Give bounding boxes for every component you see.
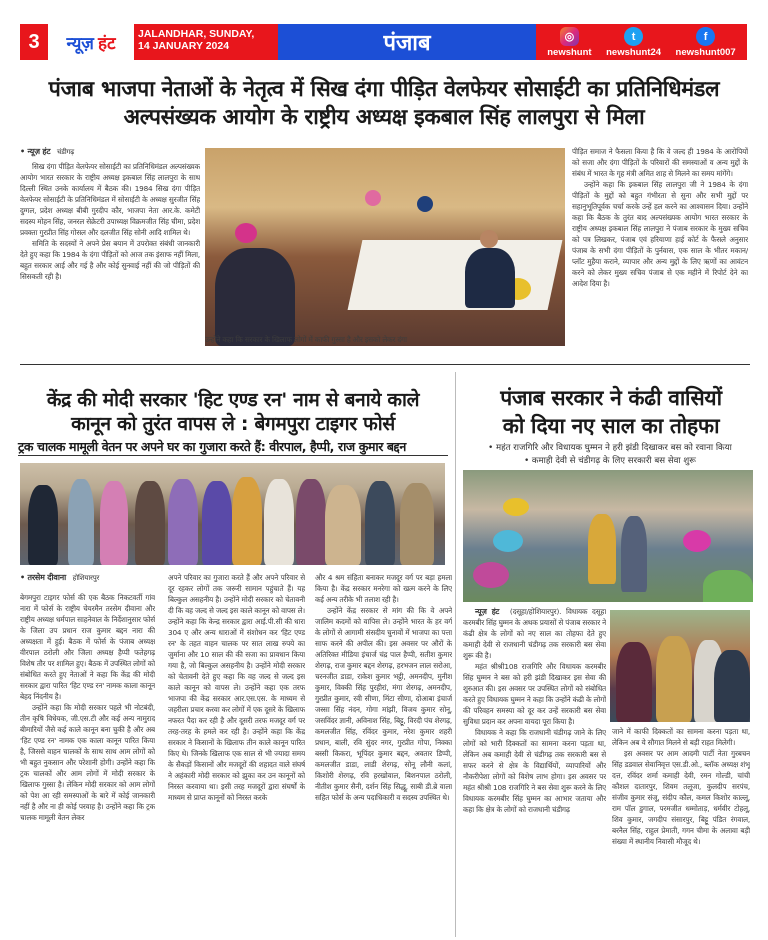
person <box>28 485 58 565</box>
person <box>365 481 395 565</box>
story3-lead <box>463 606 606 661</box>
person <box>703 570 753 602</box>
social-handles <box>536 24 747 60</box>
person <box>365 190 381 206</box>
story2-paragraph: उन्होंने कहा कि मोदी सरकार पहले भी नोटबंदी, तीन कृषि विधेयक, जी.एस.टी और कई अन्य नामुराद बीमारियों जैसे कई काले कानून बना चुकी है और अब 'हिट एण्ड रन' नामक एक काला कानून पारित किया है, जिससे वाहन चालकों के साथ साथ आम लोगों को भी बहुत नुकसान और परेशानी होगी। उन्होंने कहा कि ट्रक चालकों और आम लोगों में मोदी सरकार के खिलाफ गुस्सा है। लेकिन मोदी सरकार को आम लोगों को पेश आ रही समस्याओं के बारे में कोई जानकारी नहीं है और ना ही कोई परवाह है। उन्होंने कहा कि ट्रक चालक मामूली वेतन लेकर <box>20 703 155 822</box>
social-twitter[interactable] <box>606 27 661 58</box>
story3-place: (दसूहा/होशियारपुर). <box>509 607 562 616</box>
logo-part2: हंट <box>97 33 116 54</box>
story3-paragraph: जाने में काफी दिक्कतों का सामना करना पड़ता था, लेकिन अब ये सौगात मिलने से बड़ी राहत मिलेगी। <box>612 727 750 747</box>
story1-paragraph: पीड़ित समाज ने फैसला किया है कि वे जल्द ही 1984 के आरोपियों को सजा और दंगा पीड़ितों के परिवारों की समस्याओं व अन्य मुद्दों के संबंध में भारत के गृह मंत्री अमित शाह से मिलने का समय मांगेंगे। <box>572 147 748 178</box>
facebook-icon: f <box>696 27 715 46</box>
story2-paragraph: और 4 श्रम संहिता बनाकर मजदूर वर्ग पर बड़ा हमला किया है। केंद्र सरकार मनरेगा को खत्म करने के लिए कई अन्य तरीके भी तलाश रही है। <box>315 573 452 604</box>
story3-crowd-photo <box>463 470 753 602</box>
twitter-handle: newshunt24 <box>606 47 662 58</box>
story2-paragraph: बेगमपुरा टाइगर फोर्स की एक बैठक निकटवर्ती गांव नारा में फोर्स के राष्ट्रीय चेयरमैन तरसेम दीवाना और राष्ट्रीय अध्यक्ष धर्मपाल साहनेवाल के निर्देशानुसार फोर्स के जिला उप प्रधान राज कुमार बद्दन नारा की अध्यक्षता में हुई। बैठक में फोर्स के पंजाब अध्यक्ष वीरपाल ठरोली और जिला अध्यक्ष हैप्पी फतेहगढ़ विशेष तौर पर शामिल हुए। बैठक में उपस्थित लोगों को संबोधित करते हुए नेताओं ने कहा कि केंद्र की मोदी सरकार द्वारा पारित 'हिट एण्ड रन' नामक काला कानून बेहद निंदनीय है। <box>20 593 155 701</box>
person <box>264 479 294 565</box>
person <box>588 514 616 584</box>
section-title: पंजाब <box>278 24 536 60</box>
story3-handshake-photo <box>610 610 750 722</box>
story3-headline-line1: पंजाब सरकार ने कंढी वासियों <box>500 386 722 410</box>
story2-group-photo <box>20 463 445 565</box>
story2-paragraph: उन्होंने केंद्र सरकार से मांग की कि वे अपने जालिम कदमों को वापिस ले। उन्होंने भारत के हर वर्ग के लोगों से आगामी संसदीय चुनावों में भाजपा का पत्ता साफ करने की अपील की। इस अवसर पर औरों के अतिरिक्त मीडिया इंचार्ज चंद्र पाल हैप्पी, सतीश कुमार शेरगढ़, राज कुमार बद्दन शेरगढ़, हरभजन लाल सरोआ, चरनजीत डाडा, राकेश कुमार भट्ठी, अमनदीप, मुनीश कुमार, विक्की सिंह पुरहीरां, मंगा शेरगढ़, अमनदीप, गुरप्रीत कुमार, रवी सीणा, मिंटा सीणा, दोआबा इंचार्ज जस्सा सिंह नंदन, गोगा मांझी, विजय कुमार सोनू, जसविंदर ज्ञानी, अविनाश सिंह, बिट्टू, विरदी पंच शेरगढ़, कमलजीत सिंह, रविंदर कुमार, नरेश कुमार शहरी प्रधान, बाली, रवि सुंदर नगर, गुरप्रीत गोपा, निक्का बस्सी किकरा, भूपिंदर कुमार बद्दन, अवतार डिप्पी, कमलजीत डाडा, लाडी शेरगढ़, सोनू लौनी कलां, किशोरी शेरगढ़, रवि हरखोवाल, बिशनपाल ठरोली, नीतीश कुमार सैनी, दर्शन सिंह सिद्धू, साबी डी.ब्रे वाला सहित फोर्स के अन्य पदाधिकारी व सदस्य उपस्थित थे। <box>315 606 452 802</box>
story3-paragraph: महंत श्रीश्री108 राजगिरि और विधायक करमबीर सिंह घुम्मन ने बस को हरी झंडी दिखाकर इस सेवा की शुरुआत की। इस अवसर पर उपस्थित लोगों को संबोधित करते हुए विधायक घुम्मन ने कहा कि उन्होंने कंढी के लोगों की परिवहन समस्या को दूर कर उन्हें सरकारी बस सेवा सुविधा प्रदान कर अपना वायदा पूरा किया है। <box>463 662 606 726</box>
story2-place: होशियारपुर <box>72 574 100 582</box>
story2-column-3 <box>315 572 452 932</box>
person <box>465 248 515 308</box>
person <box>714 650 750 722</box>
story2-byline: • तरसेम दीवाना होशियारपुर <box>20 573 100 582</box>
person <box>493 530 523 552</box>
table-surface <box>348 240 563 310</box>
story2-column-2 <box>168 572 305 932</box>
story3-column-2 <box>612 726 750 936</box>
person <box>400 483 434 565</box>
person <box>296 479 326 565</box>
story2-subheadline: ट्रक चालक मामूली वेतन पर अपने घर का गुजारा करते हैं: वीरपाल, हैप्पी, राज कुमार बद्दन <box>18 438 448 456</box>
page-number: 3 <box>20 24 48 60</box>
story3-column-1 <box>463 606 606 936</box>
person <box>656 636 692 722</box>
story3-byline: न्यूज़ हंट <box>475 607 500 616</box>
story2-headline <box>18 388 448 436</box>
person <box>616 642 652 722</box>
section-divider <box>20 364 750 365</box>
person <box>68 479 94 565</box>
social-instagram[interactable] <box>547 27 591 58</box>
social-facebook[interactable] <box>676 27 736 58</box>
dateline-city-day: JALANDHAR, SUNDAY, <box>138 28 255 40</box>
story2-paragraph: अपने परिवार का गुजारा करते हैं और अपने परिवार से दूर रहकर लोगों तक जरूरी सामान पहुंचाते हैं। यह बिल्कुल असहनीय है। उन्होंने मोदी सरकार को चेतावनी दी कि वह जल्द से जल्द इस काले कानून को वापस ले। उन्होंने कहा कि केन्द्र सरकार द्वारा आई.पी.सी की धारा 304 ए और अन्य धाराओं में संशोधन कर 'हिट एण्ड रन' के तहत वाहन चालक पर सात लाख रुपये का जुर्माना और 10 साल की की सजा का प्रावधान किया गया है, जो बिल्कुल असहनीय है। उन्होंने मोदी सरकार को चेतावनी देते हुए कहा कि वह जल्द से जल्द इस काले कानून को वापस ले। उन्होंने कहा एक तरफ भाजपा की केंद्र सरकार आर.एस.एस. के माध्यम से जहरीला प्रचार करवा कर लोगों में एक दूसरे के खिलाफ नफरत पैदा कर रही है और दूसरी तरफ मजदूर वर्ग पर तरह-तरह के हमले कर रही है। उन्होंने कहा कि केंद्र सरकार ने किसानों के खिलाफ तीन काले कानून पारित किए थे। जिनके खिलाफ एक साल से भी ज्यादा समय के सैकड़ों किसानों और मजदूरों की शहादत वाले संघर्ष ने अहंकारी मोदी सरकार को झुका कर उन कानूनों को निरस्त करवाया था। इसी तरह मजदूरों द्वारा संघर्षों के माध्यम से प्राप्त कानूनों को निरस्त करके <box>168 573 305 802</box>
person <box>473 562 509 588</box>
dateline-date: 14 JANUARY 2024 <box>138 40 230 52</box>
story3-bullet: • कमाही देवी से चंडीगढ़ के लिए सरकारी बस सेवा शुरू <box>524 456 696 466</box>
person <box>100 481 128 565</box>
instagram-icon: ◎ <box>560 27 579 46</box>
person <box>232 477 262 565</box>
person <box>683 530 711 552</box>
person <box>503 498 529 516</box>
story2-headline-line2: कानून को तुरंत वापस ले : बेगमपुरा टाइगर फोर्स <box>71 413 395 435</box>
story1-place: चंडीगढ़ <box>56 148 74 156</box>
story3-headline <box>466 384 756 440</box>
story1-paragraph: सिख दंगा पीड़ित वेलफेयर सोसाईटी का प्रतिनिधिमंडल अल्पसंख्यक आयोग भारत सरकार के राष्ट्रीय अध्यक्ष इकबाल सिंह लालपुरा के साथ दिल्ली स्थित उनके कार्यालय में बैठक की। 1984 सिख दंगा पीड़ित वेलफेयर सोसाईटी के प्रतिनिधिमंडल में सोसाईटी के अध्यक्ष सुरजीत सिंह दुग्गल, प्रदेश अध्यक्ष बीबी गुरदीप कौर, भाजपा नेता आर.के. कमेटी सदस्य मोहन सिंह, जनरल सेक्रेटरी उपाध्यक्ष विक्रमजीत सिंह चीमा, प्रदेश प्रवक्ता गुरप्रीत सिंह गोसल और दलजीत सिंह सोनी आदि शामिल थे। <box>20 162 200 237</box>
story1-paragraph: समिति के सदस्यों ने अपने प्रेस बयान में उपरोक्त संबंधी जानकारी देते हुए कहा कि 1984 के दंगा पीड़ितों को आज तक इंसाफ नहीं मिला, बहुत सरकार आई और गई है और कोई सुनवाई नहीं की जो पीड़ितों की सिसकती रही है। <box>20 239 200 281</box>
person <box>215 248 295 346</box>
story1-meeting-photo <box>205 148 565 346</box>
person <box>417 196 433 212</box>
story3-paragraph: विधायक ने कहा कि राजधानी चंडीगढ़ जाने के लिए लोगों को भारी दिक्कतों का सामना करना पड़ता था, लेकिन अब कमाही देवी से चंडीगढ़ तक सरकारी बस से सफर करने से क्षेत्र के विद्यार्थियों, व्यापारियों और नौकरीपेशा लोगों को विशेष लाभ होगा। इस अवसर पर महंत श्रीश्री 108 राजगिरि ने बस सेवा शुरू करने के लिए विधायक करमबीर सिंह घुम्मन का आभार जताया और कहा कि क्षेत्र के लोगों को राजधानी चंडीगढ़ <box>463 728 606 814</box>
person <box>235 223 257 243</box>
newspaper-logo <box>48 24 134 60</box>
person <box>621 516 647 592</box>
dateline <box>134 24 280 60</box>
story1-headline-line2: अल्पसंख्यक आयोग के राष्ट्रीय अध्यक्ष इकबाल सिंह लालपुरा से मिला <box>123 105 645 130</box>
person <box>168 479 198 565</box>
story1-column-1 <box>20 146 200 358</box>
twitter-icon: t <box>624 27 643 46</box>
person <box>325 485 361 565</box>
person <box>135 481 165 565</box>
story2-column-1 <box>20 572 155 932</box>
facebook-handle: newshunt007 <box>675 47 736 58</box>
story1-under-photo-text: उन्होंने कहा कि सरकार के खिलाफ लोगों में काफी गुस्सा है और इसको लेकर दंगा <box>205 335 407 344</box>
story1-byline: • न्यूज़ हंट चंडीगढ़ <box>20 147 74 156</box>
story1-headline-line1: पंजाब भाजपा नेताओं के नेतृत्व में सिख दंगा पीड़ित वेलफेयर सोसाईटी का प्रतिनिधिमंडल <box>48 77 720 102</box>
story1-headline <box>10 76 758 132</box>
instagram-handle: newshunt <box>547 47 592 58</box>
story1-column-3 <box>572 146 748 358</box>
column-divider <box>455 372 456 937</box>
story2-headline-line1: केंद्र की मोदी सरकार 'हिट एण्ड रन' नाम से बनाये काले <box>46 389 420 411</box>
story3-summary-bullets <box>460 442 760 468</box>
person <box>202 481 232 565</box>
logo-part1: न्यूज़ <box>66 33 94 54</box>
story3-lead-text: विधायक दसूहा करमबीर सिंह घुम्मन के अथक प्रयासों से पंजाब सरकार ने कंढी क्षेत्र के लोगों को नए साल का तोहफा देते हुए कमाही देवी से राजधानी चंडीगढ़ तक सरकारी बस सेवा शुरू की है। <box>463 607 606 660</box>
story3-bullet: • महंत राजगिरि और विधायक घुम्मन ने हरी झंडी दिखाकर बस को रवाना किया <box>488 443 732 453</box>
story1-paragraph: उन्होंने कहा कि इकबाल सिंह लालपुरा जी ने 1984 के दंगा पीड़ितों के मुद्दों को बहुत गंभीरता से सुना और सभी मुद्दों पर सहानुभूतिपूर्वक चर्चा करके उन्हें हल करने का आश्वासन दिया। उन्होंने कहा कि बैठक के तुरंत बाद अल्पसंख्यक आयोग भारत सरकार के राष्ट्रीय अध्यक्ष इकबाल सिंह लालपुरा ने पंजाब सरकार के मुख्य सचिव को पत्र लिखकर, पंजाब एवं हरियाणा हाई कोर्ट के फैसले अनुसार पंजाब के सभी दंगा पीड़ितों के पुर्नवास, एक साल के भीतर मकान/प्लॉट मुहैया कराने, व्यापार और अन्य मुद्दों के लिए ऋणों का आवंटन करने को लेकर मुख्य सचिव पंजाब से एक महीने में रिपोर्ट देने का आदेश दिया है। <box>572 180 748 288</box>
story3-paragraph: इस अवसर पर आम आदमी पार्टी नेता गुरबचन सिंह डडवाल सेवानिवृत्त एस.डी.ओ., ब्लॉक अध्यक्ष शंभू दत्त, रविंदर शर्मा कमाही देवी, रमन गोल्डी, चांची कौशल दातारपुर, शिवम तलूजा, कुलदीप सरपंच, संजीव कुमार संजू, संदीप कौल, कमल किशोर काल्लू, राम पॉल डुगाल, परमजीत धम्मोताड़, धर्मवीर टोहलू, शिव कुमार, जगदीप संसारपुर, बिट्टू पंडित रंगवाल, बरनैल सिंह, राहुल प्रेमाती, गगन चीमा के अलावा बड़ी संख्या में स्थानीय निवासी मौजूद थे। <box>612 749 750 846</box>
story3-headline-line2: को दिया नए साल का तोहफा <box>502 414 720 438</box>
person <box>480 230 498 248</box>
